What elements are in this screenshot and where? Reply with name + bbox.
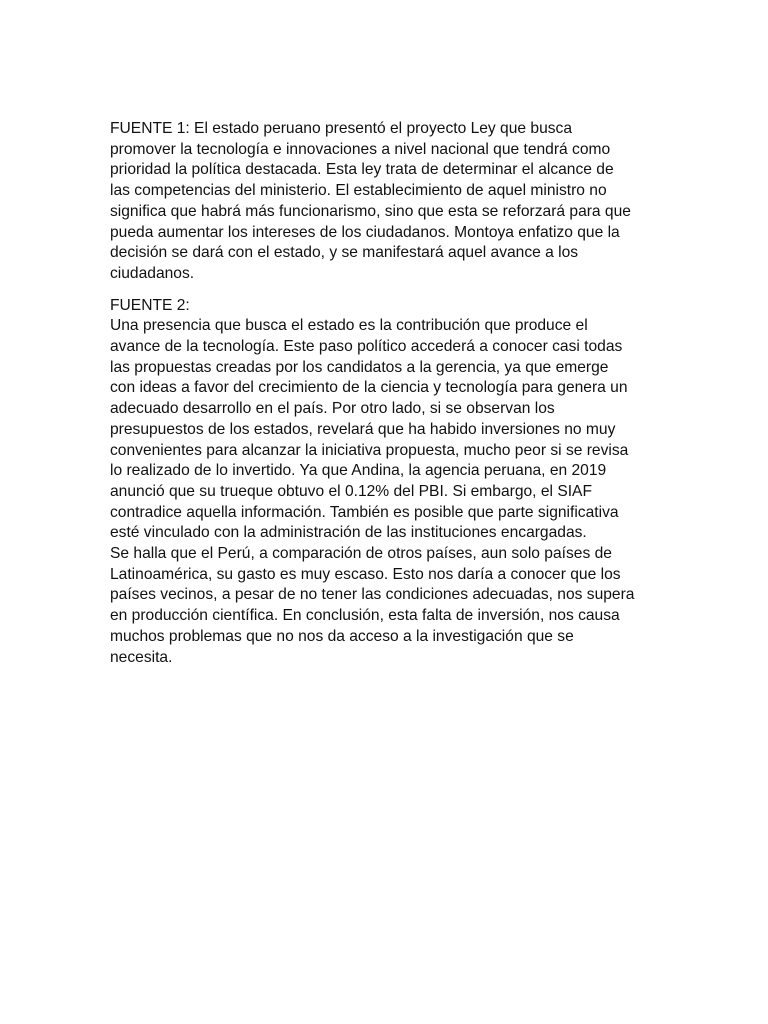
source-1-paragraph: FUENTE 1: El estado peruano presentó el proyecto Ley que busca promover la tecnología e innovaciones a nivel nacional que tendrá como prioridad la política destacada. Esta ley trata de determinar el alcance de las competencias del ministerio. El establecimiento de aquel ministro no significa que habrá más funcionarismo, sino que esta se reforzará para que pueda aumentar los intereses de los ciudadanos. Montoya enfatizo que la decisión se dará con el estado, y se manifestará aquel avance a los ciudadanos. <box>110 120 631 282</box>
source-2-heading: FUENTE 2: <box>110 296 190 314</box>
source-2-conclusion-paragraph: Se halla que el Perú, a comparación de otros países, aun solo países de Latinoamérica, su gasto es muy escaso. Esto nos daría a conocer que los países vecinos, a pesar de no tener las condiciones adecuadas, nos supera en producción científica. En conclusión, esta falta de inversión, nos causa muchos problemas que no nos da acceso a la investigación que se necesita. <box>110 545 635 666</box>
paragraph-gap <box>110 285 670 296</box>
source-2-paragraph: Una presencia que busca el estado es la contribución que produce el avance de la tecnología. Este paso político accederá a conocer casi todas las propuestas creadas por los candidatos a la gerencia, ya que emerge con ideas a favor del crecimiento de la ciencia y tecnología para genera un adecuado desarrollo en el país. Por otro lado, si se observan los presupuestos de los estados, revelará que ha habido inversiones no muy convenientes para alcanzar la iniciativa propuesta, mucho peor si se revisa lo realizado de lo invertido. Ya que Andina, la agencia peruana, en 2019 anunció que su trueque obtuvo el 0.12% del PBI. Si embargo, el SIAF contradice aquella información. También es posible que parte significativa esté vinculado con la administración de las instituciones encargadas. <box>110 317 629 542</box>
document-body <box>110 119 670 668</box>
